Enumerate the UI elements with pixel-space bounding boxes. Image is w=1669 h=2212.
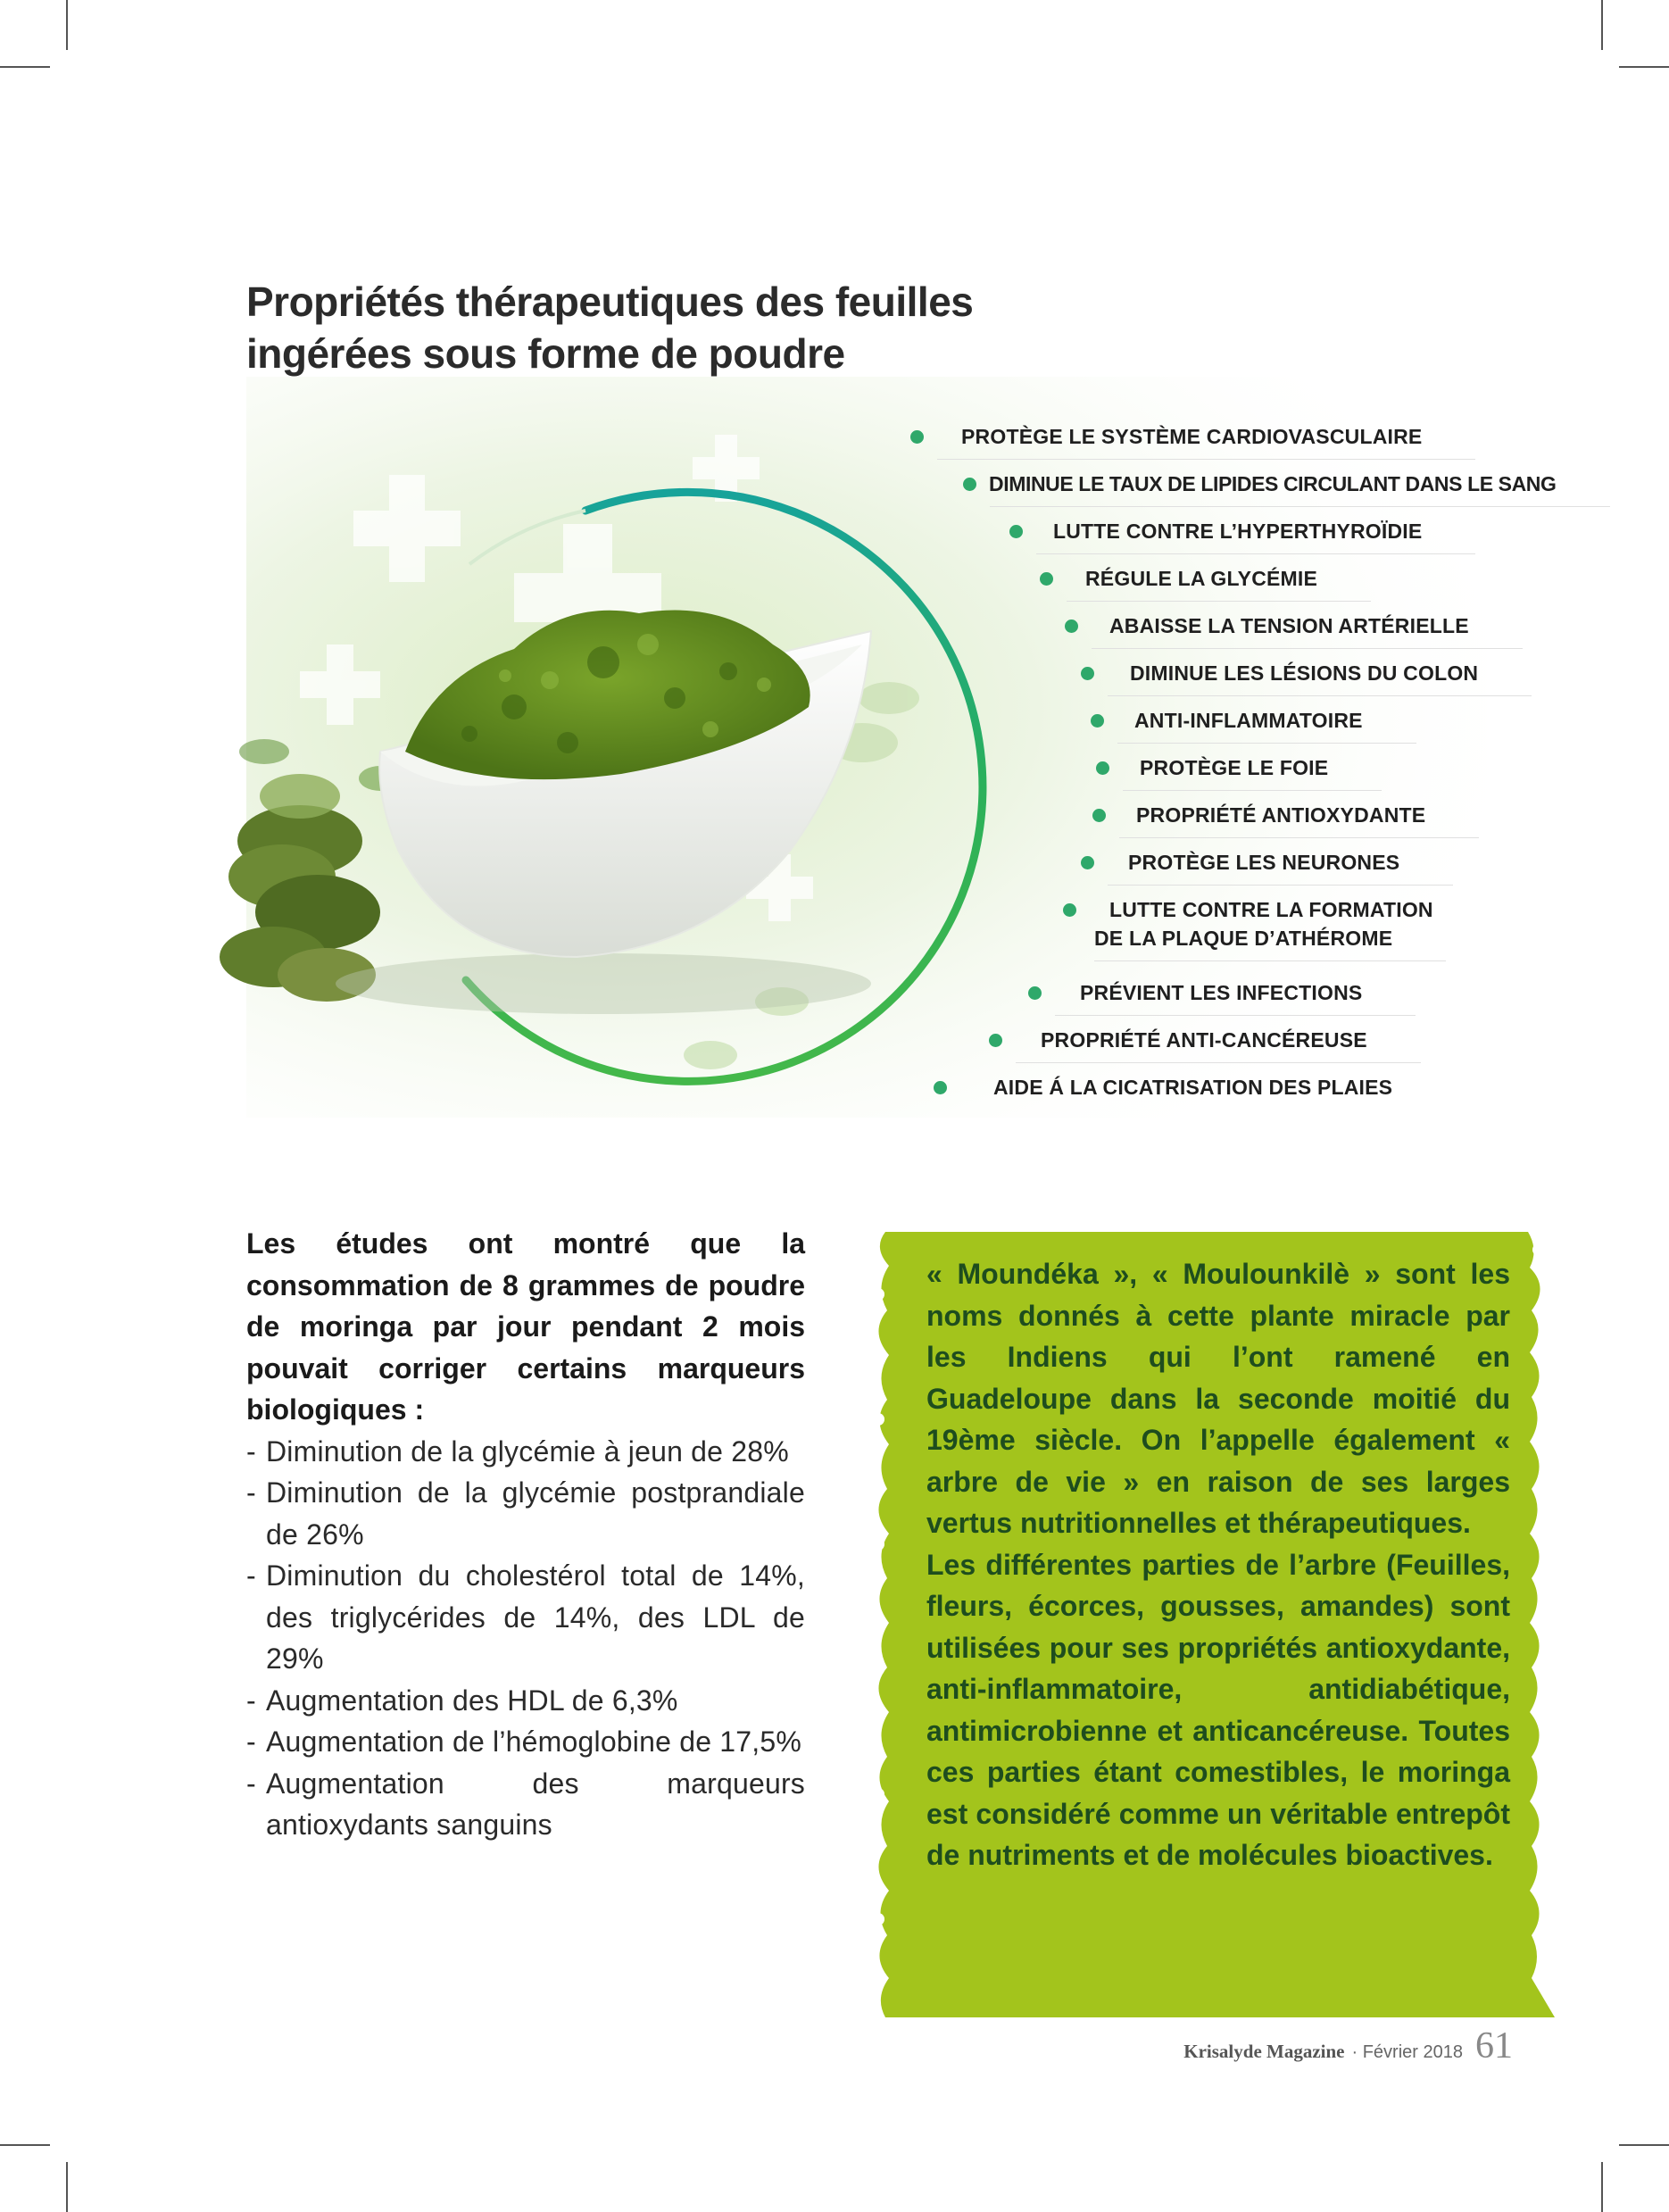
crop-mark — [1619, 66, 1669, 68]
list-item: - Diminution de la glycémie à jeun de 28% — [246, 1431, 805, 1473]
crop-mark — [1601, 0, 1603, 50]
benefit-item — [1081, 653, 1478, 693]
studies-intro: Les études ont montré que la consommation de 8 grammes de poudre de moringa par jour pendant 2 mois pouvait corriger certains marqueurs biologiques : — [246, 1227, 805, 1426]
page-title — [246, 276, 1050, 379]
benefit-item — [1009, 511, 1422, 551]
page-title-line1: Propriétés thérapeutiques des feuilles — [246, 278, 974, 325]
benefit-label: AIDE Á LA CICATRISATION DES PLAIES — [993, 1075, 1393, 1099]
benefit-item — [1081, 843, 1399, 882]
benefit-item — [1091, 701, 1363, 740]
benefit-item — [1092, 795, 1425, 835]
page-number: 61 — [1475, 2025, 1513, 2066]
benefit-label: ANTI-INFLAMMATOIRE — [1134, 708, 1363, 732]
crop-mark — [66, 0, 68, 50]
info-paragraph: « Moundéka », « Moulounkilè » sont les noms donnés à cette plante miracle par les Indiens qui l’ont ramené en Guadeloupe dans la seconde moitié du 19ème siècle. On l’appelle également « arbre de vie » en raison de ses larges vertus nutritionnelles et thérapeutiques. — [926, 1258, 1510, 1539]
benefit-item — [1028, 973, 1362, 1012]
bullet-icon — [1063, 903, 1076, 917]
list-item: - Diminution du cholestérol total de 14%, des triglycérides de 14%, des LDL de 29% — [246, 1555, 805, 1680]
crop-mark — [0, 2144, 50, 2146]
bullet-icon — [1081, 667, 1094, 680]
benefit-label: RÉGULE LA GLYCÉMIE — [1085, 566, 1318, 590]
info-paragraph: Les différentes parties de l’arbre (Feuilles, fleurs, écorces, gousses, amandes) sont utilisées pour ses propriétés antioxydante, anti-inflammatoire, antidiabétique, antimicrobienne et anticancéreuse. Toutes ces parties étant comestibles, le moringa est considéré comme un véritable entrepôt de nutriments et de molécules bioactives. — [926, 1548, 1510, 1871]
benefit-item-continued — [1094, 919, 1392, 958]
bullet-icon — [1096, 761, 1109, 775]
benefit-item — [934, 1068, 1392, 1107]
bullet-icon — [1065, 620, 1078, 633]
benefit-label: DIMINUE LE TAUX DE LIPIDES CIRCULANT DANS LE SANG — [989, 471, 1557, 495]
list-item: - Augmentation de l’hémoglobine de 17,5% — [246, 1721, 805, 1763]
benefit-label: PROPRIÉTÉ ANTI-CANCÉREUSE — [1041, 1027, 1367, 1052]
results-list — [246, 1431, 805, 1846]
benefit-item — [1096, 748, 1328, 787]
benefit-label: PROTÈGE LE SYSTÈME CARDIOVASCULAIRE — [961, 424, 1423, 448]
page-footer — [1183, 2025, 1513, 2067]
bullet-icon — [989, 1034, 1002, 1047]
bullet-icon — [963, 478, 976, 491]
bullet-icon — [1081, 856, 1094, 869]
benefit-item — [1040, 559, 1317, 598]
bullet-icon — [1091, 714, 1104, 728]
benefit-label: LUTTE CONTRE L’HYPERTHYROÏDIE — [1053, 519, 1423, 543]
benefit-label: LUTTE CONTRE LA FORMATION — [1109, 897, 1433, 921]
bullet-icon — [1028, 986, 1042, 1000]
studies-column — [246, 1223, 805, 1846]
benefit-label: ABAISSE LA TENSION ARTÉRIELLE — [1109, 613, 1469, 637]
benefit-label: DE LA PLAQUE D’ATHÉROME — [1094, 926, 1393, 950]
moringa-powder-illustration — [246, 377, 1557, 1118]
bullet-icon — [934, 1081, 947, 1094]
benefit-item — [910, 417, 1422, 456]
issue-date: · Février 2018 — [1351, 2042, 1463, 2062]
benefit-item — [963, 464, 1557, 503]
crop-mark — [66, 2162, 68, 2212]
benefit-label: PROTÈGE LE FOIE — [1140, 755, 1329, 779]
bullet-icon — [910, 430, 924, 444]
bullet-icon — [1092, 809, 1106, 822]
crop-mark — [1619, 2144, 1669, 2146]
bullet-icon — [1040, 572, 1053, 586]
benefit-item — [989, 1020, 1367, 1060]
list-item: - Augmentation des marqueurs antioxydants sanguins — [246, 1763, 805, 1846]
list-item: - Augmentation des HDL de 6,3% — [246, 1680, 805, 1722]
benefit-label: PROTÈGE LES NEURONES — [1128, 850, 1400, 874]
crop-mark — [0, 66, 50, 68]
benefit-item — [1065, 606, 1469, 645]
info-box-text — [926, 1253, 1510, 1876]
page-title-line2: ingérées sous forme de poudre — [246, 329, 845, 377]
crop-mark — [1601, 2162, 1603, 2212]
benefit-label: PRÉVIENT LES INFECTIONS — [1080, 980, 1363, 1004]
benefit-label: PROPRIÉTÉ ANTIOXYDANTE — [1136, 802, 1426, 827]
bullet-icon — [1009, 525, 1023, 538]
magazine-name: Krisalyde Magazine — [1183, 2041, 1345, 2062]
benefit-label: DIMINUE LES LÉSIONS DU COLON — [1130, 661, 1479, 685]
info-box — [868, 1232, 1569, 2017]
list-item: - Diminution de la glycémie postprandiale de 26% — [246, 1472, 805, 1555]
